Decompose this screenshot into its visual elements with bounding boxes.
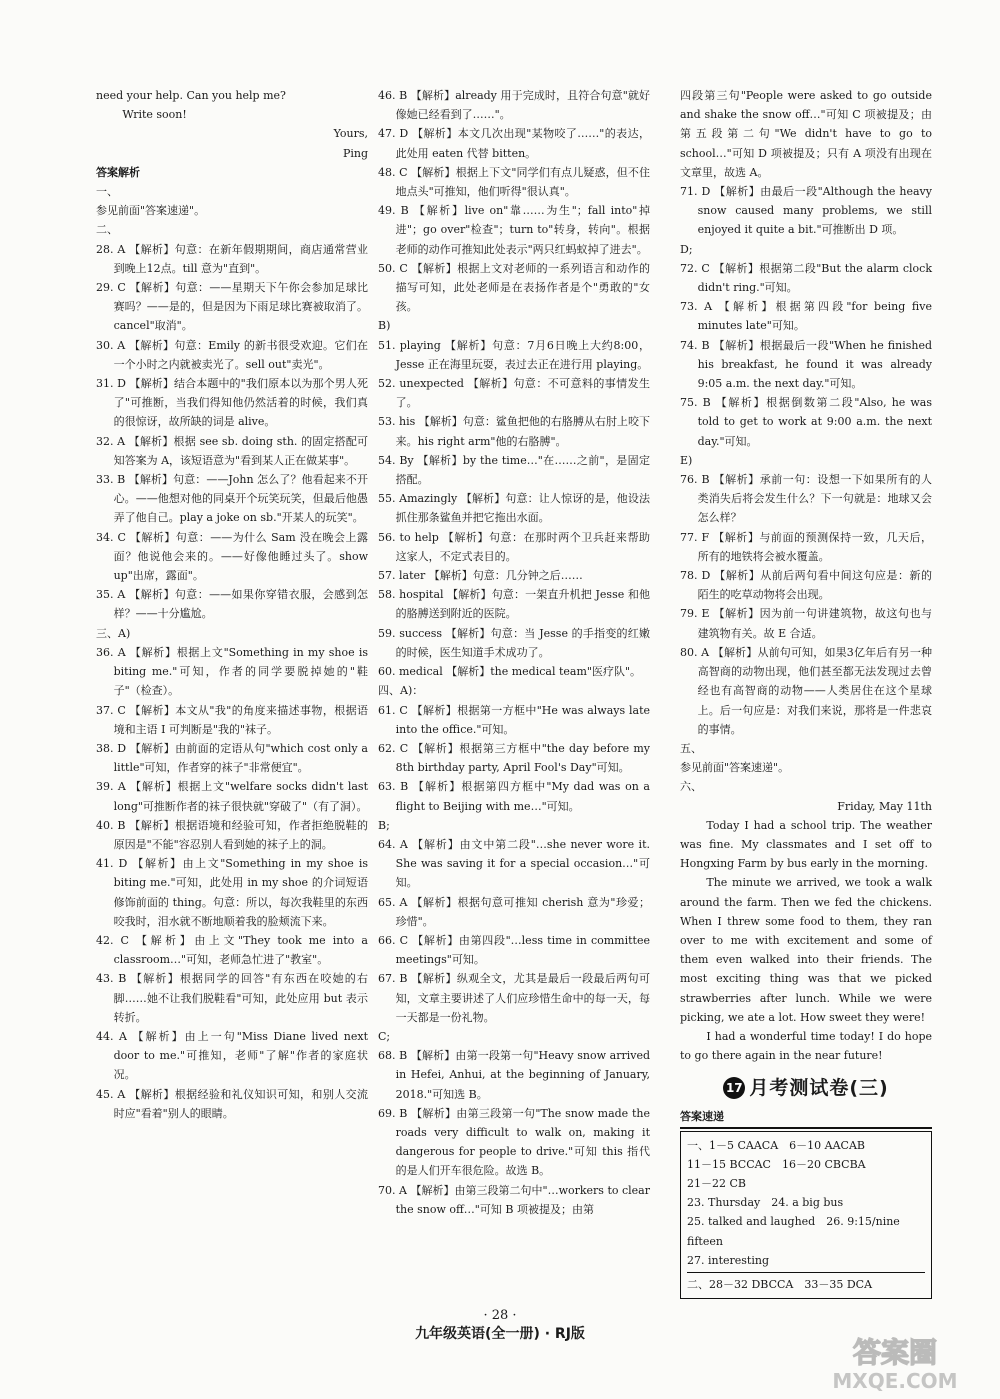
book-title: 九年级英语(全一册) · RJ版 bbox=[415, 1326, 585, 1342]
text-line: 参见前面"答案速递"。 bbox=[96, 204, 206, 218]
text-line: 四、A)： bbox=[378, 684, 424, 698]
text-line: 四段第三句"People were asked to go outside and shake the snow off…"可知 C 项被提及；由第五段第二句"We didn't have to go to school…"可知 D 项被提及；只有 A 项没有出现在文章里，故选 A。 bbox=[680, 89, 932, 179]
answer-row-last: 二、28－32 DBCCA 33－35 DCA bbox=[687, 1272, 925, 1294]
answer-box-heading: 答案速递 bbox=[680, 1107, 932, 1128]
section-number-badge: 17 bbox=[723, 1077, 745, 1099]
text-line: Yours, bbox=[333, 127, 368, 141]
text-line: 六、 bbox=[680, 780, 702, 794]
text-line: 60. medical 【解析】the medical team"医疗队"。 bbox=[378, 665, 642, 679]
answer-row: 21－22 CB bbox=[687, 1176, 746, 1190]
section-title bbox=[680, 1077, 932, 1099]
column-left bbox=[96, 86, 368, 1123]
text-line: 59. success 【解析】句意：当 Jesse 的手指变的红嫩的时候，医生知道手术成功了。 bbox=[378, 626, 650, 659]
answer-row: 11－15 BCCAC 16－20 CBCBA bbox=[687, 1157, 866, 1171]
text-line: B) bbox=[378, 319, 391, 333]
text-line: 75. B 【解析】根据倒数第二段"Also, he was told to get to work at 9:00 a.m. the next day."可知。 bbox=[680, 396, 932, 448]
text-line: 79. E 【解析】因为前一句讲建筑物，故这句也与建筑物有关。故 E 合适。 bbox=[680, 607, 932, 640]
text-line: 57. later 【解析】句意：几分钟之后…… bbox=[378, 569, 583, 583]
text-line: 44. A 【解析】由上一句"Miss Diane lived next door to me."可推知，老师"了解"作者的家庭状况。 bbox=[96, 1029, 368, 1082]
text-line: 65. A 【解析】根据句意可推知 cherish 意为"珍爱；珍惜"。 bbox=[378, 895, 650, 928]
answer-row: 一、1－5 CAACA 6－10 AACAB bbox=[687, 1138, 865, 1152]
text-line: Friday, May 11th bbox=[837, 799, 932, 813]
text-line: 35. A 【解析】句意：——如果你穿错衣服，会感到怎样？——十分尴尬。 bbox=[96, 588, 368, 621]
text-line: 46. B 【解析】already 用于完成时，且符合句意"就好像她已经看到了……"。 bbox=[378, 89, 650, 122]
text-line: 37. C 【解析】本文从"我"的角度来描述事物，根据语境和主语 I 可判断是"我的"袜子。 bbox=[96, 703, 368, 736]
text-line: 36. A 【解析】根据上文"Something in my shoe is biting me."可知，作者的同学要脱掉她的"鞋子"（检查）。 bbox=[96, 645, 368, 698]
text-line: 62. C 【解析】根据第三方框中"the day before my 8th birthday party, April Fool's Day"可知。 bbox=[378, 741, 650, 775]
text-line: 一、 bbox=[96, 185, 118, 199]
answer-row: 25. talked and laughed 26. 9:15/nine fifteen bbox=[687, 1215, 900, 1248]
text-line: C; bbox=[378, 1029, 391, 1043]
text-line: 74. B 【解析】根据最后一段"When he finished his breakfast, he found it was already 9:05 a.m. the next day."可知。 bbox=[680, 338, 932, 391]
watermark-top-text: 答案圈 bbox=[852, 1336, 938, 1369]
text-line: 49. B 【解析】live on"靠……为生"；fall into"掉进"；go over"检查"；turn to"转身，转向"。根据老师的动作可推知此处表示"两只红蚂蚁掉了进去"。 bbox=[378, 204, 650, 256]
text-line: 64. A 【解析】由文中第二段"…she never wore it. She was saving it for a special occasion…"可知。 bbox=[378, 837, 650, 890]
text-line: 三、A) bbox=[96, 626, 131, 640]
watermark-bottom-text: MXQE.COM bbox=[832, 1369, 958, 1393]
text-line: 67. B 【解析】纵观全文，尤其是最后一段最后两句可知，文章主要讲述了人们应珍惜生命中的每一天，每一天都是一份礼物。 bbox=[378, 972, 650, 1024]
column-right bbox=[680, 86, 932, 1299]
text-line: 32. A 【解析】根据 see sb. doing sth. 的固定搭配可知答案为 A，该短语意为"看到某人正在做某事"。 bbox=[96, 434, 368, 467]
text-line: 28. A 【解析】句意：在新年假期期间，商店通常营业到晚上12点。till 意为"直到"。 bbox=[96, 242, 368, 275]
text-line: B; bbox=[378, 818, 390, 832]
text-line: 76. B 【解析】承前一句：设想一下如果所有的人类消失后将会发生什么？下一句就是：地球又会怎么样？ bbox=[680, 473, 932, 525]
text-line: 78. D 【解析】从前后两句看中间这句应是：新的陌生的吃草动物将会出现。 bbox=[680, 569, 932, 602]
text-line: 42. C 【解析】由上文"They took me into a classroom…"可知，老师急忙进了"教室"。 bbox=[96, 933, 368, 967]
text-line: 69. B 【解析】由第三段第一句"The snow made the roads very difficult to walk on, making it dangerous for people to drive."可知 this 指代的是人们开车很危险。故选 B。 bbox=[378, 1106, 650, 1178]
text-line: 45. A 【解析】根据经验和礼仪知识可知，和别人交流时应"看着"别人的眼睛。 bbox=[96, 1087, 368, 1120]
section-title-text: 月考测试卷(三) bbox=[749, 1076, 889, 1099]
text-line: 54. By 【解析】by the time…"在……之前"，是固定搭配。 bbox=[378, 453, 650, 487]
column-right-text bbox=[680, 86, 932, 1065]
column-middle bbox=[378, 86, 650, 1219]
text-line: 29. C 【解析】句意：——星期天下午你会参加足球比赛吗？——是的，但是因为下雨足球比赛被取消了。cancel"取消"。 bbox=[96, 281, 368, 333]
text-line: 71. D 【解析】由最后一段"Although the heavy snow caused many problems, we still enjoyed it quite a bit."可推断出 D 项。 bbox=[680, 185, 932, 237]
text-line: 答案解析 bbox=[96, 165, 140, 179]
text-line: 72. C 【解析】根据第二段"But the alarm clock didn't ring."可知。 bbox=[680, 261, 932, 295]
text-line: 33. B 【解析】句意：——John 怎么了？他看起来不开心。——他想对他的同桌开个玩笑玩笑，但最后他愚弄了他自己。play a joke on sb."开某人的玩笑"。 bbox=[96, 473, 368, 525]
text-line: 51. playing 【解析】句意：7月6日晚上大约8:00，Jesse 正在海里玩耍，表过去正在进行用 playing。 bbox=[378, 338, 650, 371]
page-number: · 28 · bbox=[483, 1308, 517, 1323]
text-line: 52. unexpected 【解析】句意：不可意料的事情发生了。 bbox=[378, 377, 650, 410]
text-line: 61. C 【解析】根据第一方框中"He was always late into the office."可知。 bbox=[378, 703, 650, 736]
text-line: 参见前面"答案速递"。 bbox=[680, 761, 790, 775]
text-line: 47. D 【解析】本文几次出现"某物咬了……"的表达，此处用 eaten 代替 bitten。 bbox=[378, 127, 650, 160]
text-line: 80. A 【解析】从前句可知，如果3亿年后有另一种高智商的动物出现，他们甚至都无法发现过去曾经也有高智商的动物——人类居住在这个星球上。后一句应是：对我们来说，那将是一件悲哀的事情。 bbox=[680, 645, 932, 736]
text-line: 41. D 【解析】由上文"Something in my shoe is biting me."可知，此处用 in my shoe 的介词短语修饰前面的 thing。句意：所以，每次我鞋里的东西咬我时，泪水就不断地顺着我的脸颊流下来。 bbox=[96, 857, 368, 928]
text-line: 30. A 【解析】句意：Emily 的新书很受欢迎。它们在一个小时之内就被卖光了。sell out"卖光"。 bbox=[96, 338, 368, 371]
text-line: 38. D 【解析】由前面的定语从句"which cost only a little"可知，作者穿的袜子"非常便宜"。 bbox=[96, 741, 368, 775]
text-line: 73. A 【解析】根据第四段"for being five minutes late"可知。 bbox=[680, 300, 932, 333]
text-line: 56. to help 【解析】句意：在那时两个卫兵赶来帮助这家人，不定式表目的。 bbox=[378, 530, 650, 563]
answer-box bbox=[680, 1131, 932, 1300]
text-line: 66. C 【解析】由第四段"…less time in committee meetings"可知。 bbox=[378, 933, 650, 967]
text-line: 53. his 【解析】句意：鲨鱼把他的右胳膊从右肘上咬下来。his right arm"他的右胳膊"。 bbox=[378, 415, 650, 448]
text-line: need your help. Can you help me? bbox=[96, 89, 286, 102]
text-line: 77. F 【解析】与前面的预测保持一致，几天后，所有的地铁将会被水覆盖。 bbox=[680, 530, 932, 563]
text-line: 55. Amazingly 【解析】句意：让人惊讶的是，他设法抓住那条鲨鱼并把它拖出水面。 bbox=[378, 492, 650, 525]
text-line: Today I had a school trip. The weather was fine. My classmates and I set off to Hongxing Farm by bus early in the morning. bbox=[680, 818, 932, 871]
answer-row: 23. Thursday 24. a big bus bbox=[687, 1196, 844, 1210]
text-line: D; bbox=[680, 242, 693, 256]
text-line: 68. B 【解析】由第一段第一句"Heavy snow arrived in Hefei, Anhui, at the beginning of January, 2018."可知选 B。 bbox=[378, 1049, 650, 1101]
text-line: 二、 bbox=[96, 223, 118, 237]
text-line: 63. B 【解析】根据第四方框中"My dad was on a flight to Beijing with me…"可知。 bbox=[378, 780, 650, 813]
answer-row: 27. interesting bbox=[687, 1253, 770, 1267]
text-line: Write soon! bbox=[122, 108, 187, 122]
text-line: 40. B 【解析】根据语境和经验可知，作者拒绝脱鞋的原因是"不能"容忍别人看到她的袜子上的洞。 bbox=[96, 818, 368, 851]
text-line: 48. C 【解析】根据上下文"同学们有点儿疑惑，但不住地点头"可推知，他们听得"很认真"。 bbox=[378, 165, 650, 199]
text-line: 43. B 【解析】根据同学的回答"有东西在咬她的右脚……她不让我们脱鞋看"可知，此处应用 but 表示转折。 bbox=[96, 972, 368, 1024]
text-line: I had a wonderful time today! I do hope to go there again in the near future! bbox=[680, 1029, 932, 1063]
text-line: E) bbox=[680, 453, 693, 467]
text-line: 五、 bbox=[680, 741, 702, 755]
text-line: 34. C 【解析】句意：——为什么 Sam 没在晚会上露面？他说他会来的。——好像他睡过头了。show up"出席，露面"。 bbox=[96, 530, 368, 583]
text-line: Ping bbox=[342, 146, 368, 160]
text-line: 31. D 【解析】结合本题中的"我们原本以为那个男人死了"可推断，当我们得知他仍然活着的时候，我们真的很惊讶，故所缺的词是 alive。 bbox=[96, 377, 368, 429]
text-line: 39. A 【解析】根据上文"welfare socks didn't last long"可推断作者的袜子很快就"穿破了"（有了洞）。 bbox=[96, 780, 368, 813]
watermark-logo bbox=[800, 1332, 990, 1394]
text-line: 50. C 【解析】根据上文对老师的一系列语言和动作的描写可知，此处老师是在表扬作者是个"勇敢的"女孩。 bbox=[378, 261, 650, 314]
text-line: The minute we arrived, we took a walk around the farm. Then we fed the chickens. When I threw some food to them, they ran over to me with excitement and some of them even walked into their friends. The most exciting thing was that we picked strawberries after lunch. While we were picking, we ate a lot. How sweet they were! bbox=[680, 876, 932, 1024]
text-line: 58. hospital 【解析】句意：一架直升机把 Jesse 和他的胳膊送到附近的医院。 bbox=[378, 588, 650, 621]
text-line: 70. A 【解析】由第三段第二句中"…workers to clear the snow off…"可知 B 项被提及；由第 bbox=[378, 1183, 650, 1216]
